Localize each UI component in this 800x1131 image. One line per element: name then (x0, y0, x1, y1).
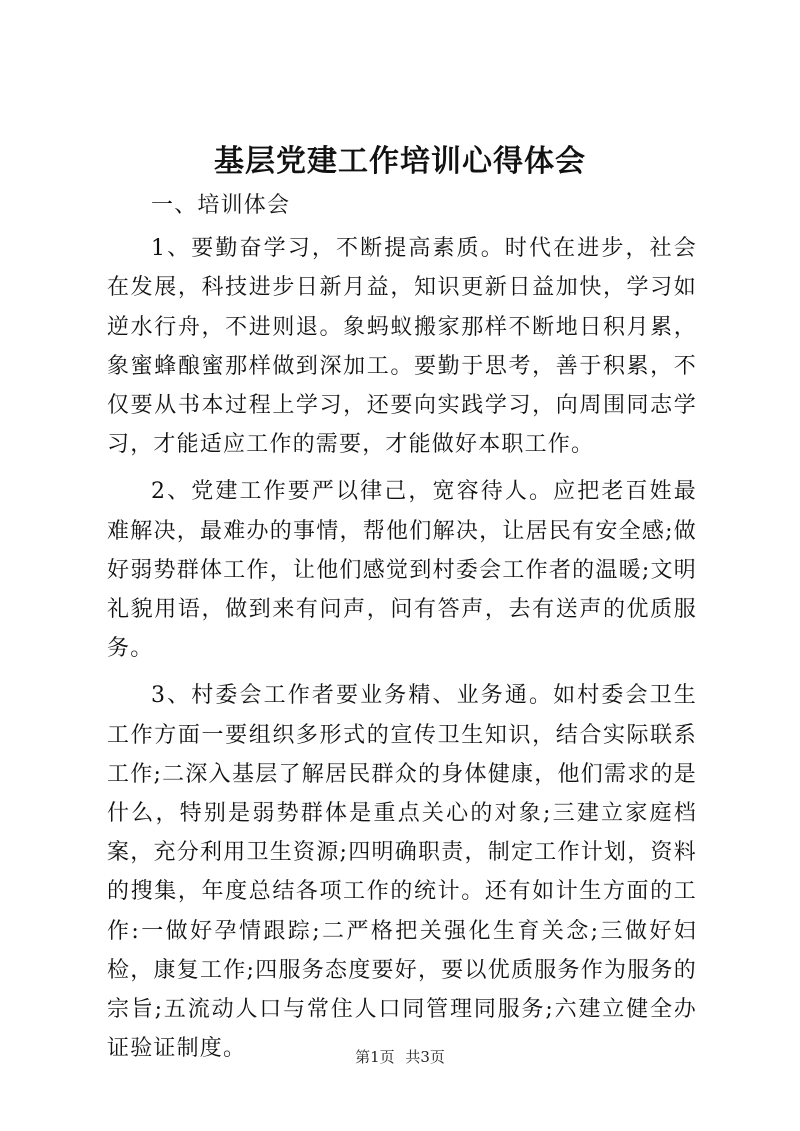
page-number-total: 共3页 (405, 1048, 445, 1066)
paragraph-3: 3、村委会工作者要业务精、业务通。如村委会卫生工作方面一要组织多形式的宣传卫生知识，结合实际联系工作;二深入基层了解居民群众的身体健康，他们需求的是什么，特别是弱势群体是重点关心的对象;三建立家庭档案，充分利用卫生资源;四明确职责，制定工作计划，资料的搜集，年度总结各项工作的统计。还有如计生方面的工作:一做好孕情跟踪;二严格把关强化生育关念;三做好妇检，康复工作;四服务态度要好，要以优质服务作为服务的宗旨;五流动人口与常住人口同管理同服务;六建立健全办证验证制度。 (107, 683, 697, 1062)
document-body (107, 186, 697, 1076)
document-title: 基层党建工作培训心得体会 (214, 144, 586, 179)
section-heading: 一、培训体会 (151, 193, 291, 218)
paragraph-1: 1、要勤奋学习，不断提高素质。时代在进步，社会在发展，科技进步日新月益，知识更新日益加快，学习如逆水行舟，不进则退。象蚂蚁搬家那样不断地日积月累，象蜜蜂酿蜜那样做到深加工。要勤于思考，善于积累，不仅要从书本过程上学习，还要向实践学习，向周围同志学习，才能适应工作的需要，才能做好本职工作。 (107, 236, 697, 458)
page-footer (0, 1047, 800, 1067)
page-number-current: 第1页 (355, 1048, 395, 1066)
paragraph-2: 2、党建工作要严以律己，宽容待人。应把老百姓最难解决，最难办的事情，帮他们解决，让居民有安全感;做好弱势群体工作，让他们感觉到村委会工作者的温暖;文明礼貌用语，做到来有问声，问有答声，去有送声的优质服务。 (107, 479, 697, 662)
